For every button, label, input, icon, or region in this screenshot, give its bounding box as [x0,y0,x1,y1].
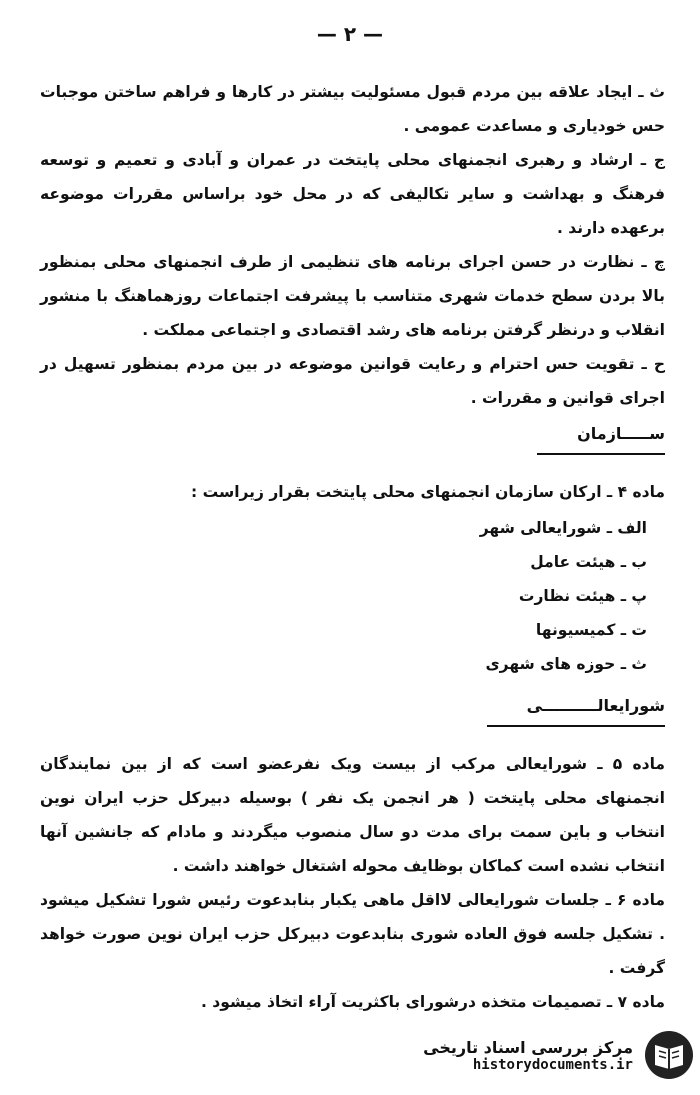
list-item: ت ـ کمیسیونها [535,621,647,639]
paragraph: چ ـ نظارت در حسن اجرای برنامه های تنظیمی از طرف انجمنهای محلی بمنظور بالا بردن سطح خدمات شهری متناسب با پیشرفت اجتماعات روزهماهنگ با منشور انقلاب و درنظر گرفتن برنامه های رشد اقتصادی و اجتماعی مملکت . [40,253,665,339]
section-heading-council-wrap [40,687,665,747]
paragraph: ماده ۵ ـ شورایعالی مرکب از بیست ویک نفرعضو است که از بین نمایندگان انجمنهای محلی پایتخت ( هر انجمن یک نفر ) بوسیله دبیرکل حزب ایران نوین انتخاب و باین سمت برای مدت دو سال منصوب میگردند و مادام که جانشین آنها انتخاب نشده است کماکان بوظایف محوله اشتغال خواهند داشت . [40,755,665,875]
book-emblem-icon [643,1029,695,1081]
document-body [40,75,665,1019]
watermark-text [423,1038,633,1073]
watermark-name: مرکز بررسی اسناد تاریخی [423,1037,633,1057]
organ-list [40,511,647,681]
list-item: ث ـ حوزه های شهری [485,655,647,673]
paragraph: ج ـ ارشاد و رهبری انجمنهای محلی پایتخت در عمران و آبادی و تعمیم و توسعه فرهنگ و بهداشت و سایر تکالیفی که در محل خود براساس مقررات موضوعه برعهده دارند . [40,151,665,237]
section-heading-organization-wrap [40,415,665,475]
section-heading: ســـــازمان [537,417,665,455]
section-heading: شورایعالــــــــــی [487,689,665,727]
watermark-url: historydocuments.ir [472,1056,633,1073]
paragraph: ماده ۶ ـ جلسات شورایعالی لااقل ماهی یکبار بنابدعوت رئیس شورا تشکیل میشود . تشکیل جلسه فوق العاده شوری بنابدعوت دبیرکل حزب ایران نوین صورت خواهد گرفت . [40,891,665,977]
page-number: — ۲ — [316,22,384,46]
list-item: پ ـ هیئت نظارت [518,587,647,605]
list-item: الف ـ شورایعالی شهر [479,519,647,537]
watermark-logo [410,1020,695,1090]
paragraph: ث ـ ایجاد علاقه بین مردم قبول مسئولیت بیشتر در کارها و فراهم ساختن موجبات حس خودیاری و مساعدت عمومی . [40,83,665,135]
article-intro: ماده ۴ ـ ارکان سازمان انجمنهای محلی پایتخت بقرار زیراست : [190,483,665,501]
paragraph: ماده ۷ ـ تصمیمات متخذه درشورای باکثریت آراء اتخاذ میشود . [201,993,665,1011]
list-item: ب ـ هیئت عامل [530,553,647,571]
paragraph: ح ـ تقویت حس احترام و رعایت قوانین موضوعه در بین مردم بمنظور تسهیل در اجرای قوانین و مقررات . [40,355,665,407]
